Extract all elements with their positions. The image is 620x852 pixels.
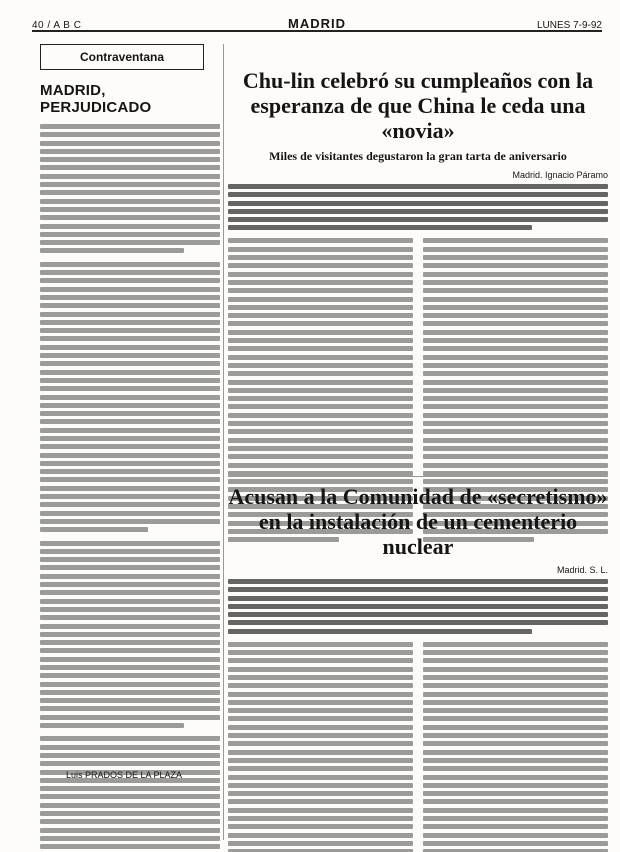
section-title: MADRID xyxy=(288,16,346,31)
column-signature: Luis PRADOS DE LA PLAZA xyxy=(66,770,183,780)
page-number-paper: 40 / A B C xyxy=(32,20,82,31)
header-rule xyxy=(32,30,602,32)
body-nuclear xyxy=(228,642,608,852)
lead-panda xyxy=(228,184,608,230)
lead-nuclear xyxy=(228,579,608,634)
page-header xyxy=(32,0,608,32)
article-separator xyxy=(228,476,608,477)
byline-panda: Madrid. Ignacio Páramo xyxy=(512,170,608,180)
column-label: Contraventana xyxy=(40,44,204,70)
column-body xyxy=(40,124,220,852)
column-title: MADRID, PERJUDICADO xyxy=(40,82,152,116)
headline-panda: Chu-lin celebró su cumpleaños con la esperanza de que China le ceda una «novia» xyxy=(242,68,594,143)
opinion-column xyxy=(40,44,220,850)
byline-nuclear: Madrid. S. L. xyxy=(556,565,608,575)
article-nuclear xyxy=(228,484,608,852)
column-divider xyxy=(223,44,224,840)
article-panda xyxy=(228,68,608,545)
headline-nuclear: Acusan a la Comunidad de «secretismo» en la instalación de un cementerio nuclear xyxy=(228,484,608,559)
deck-panda: Miles de visitantes degustaron la gran tarta de aniversario xyxy=(269,149,567,163)
issue-date: LUNES 7-9-92 xyxy=(536,20,602,31)
